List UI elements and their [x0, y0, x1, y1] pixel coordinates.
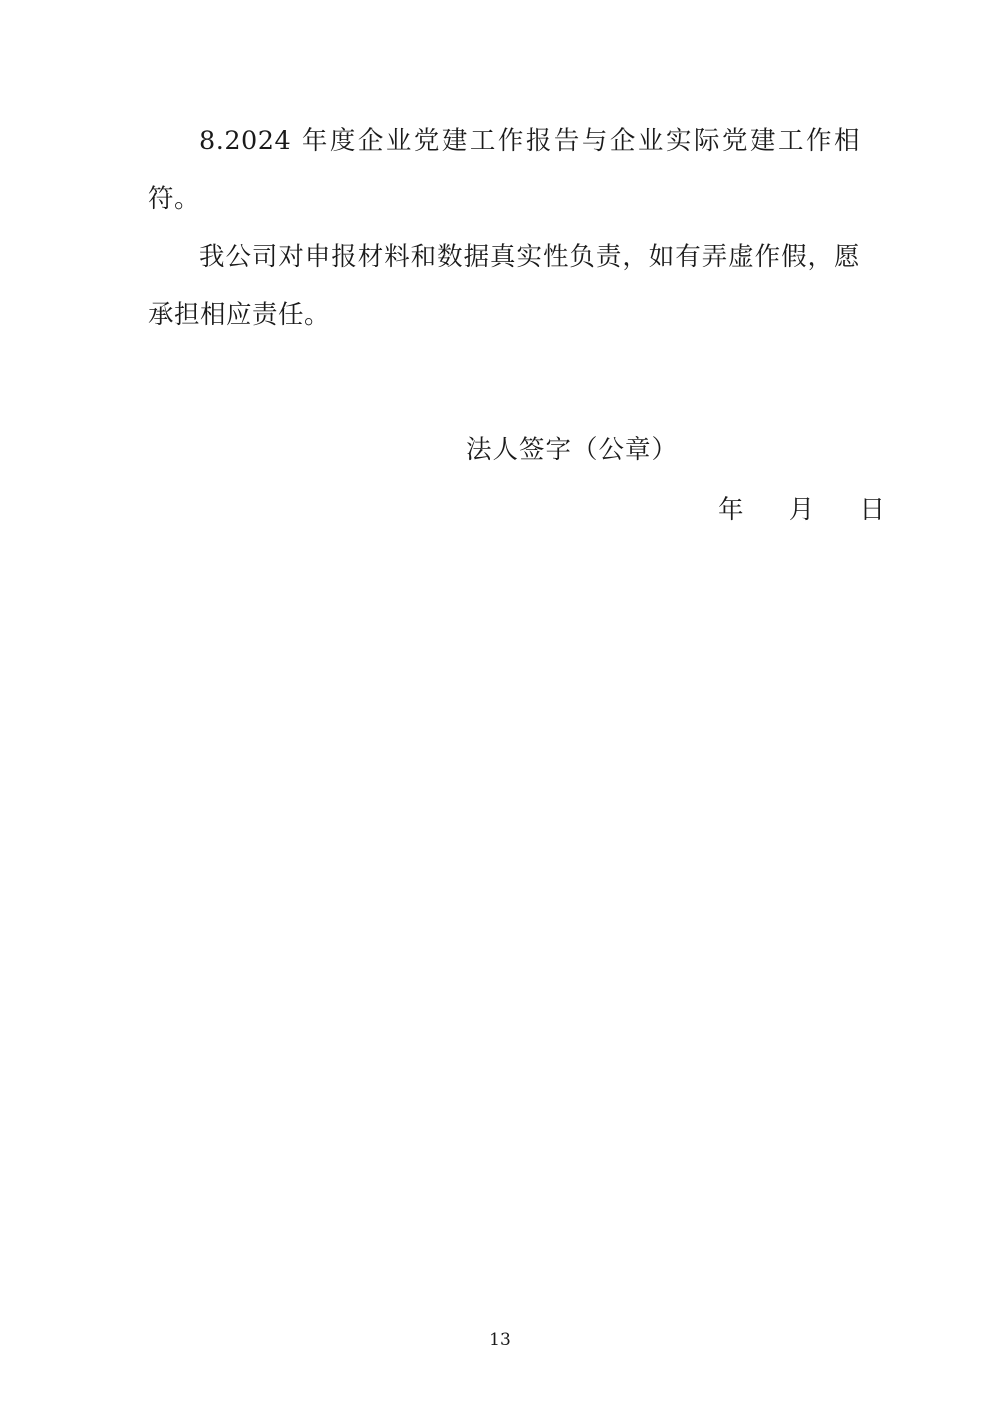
- paragraph-responsibility-statement: 我公司对申报材料和数据真实性负责，如有弄虚作假，愿承担相应责任。: [148, 242, 860, 330]
- date-month-label: 月: [788, 495, 816, 525]
- date-line: [148, 488, 886, 532]
- signature-spacer: [148, 344, 860, 428]
- date-year-label: 年: [718, 495, 745, 525]
- date-day-label: 日: [859, 495, 886, 525]
- page-number: 13: [489, 1330, 511, 1350]
- paragraph-item-8: 8.2024 年度企业党建工作报告与企业实际党建工作相符。: [148, 126, 860, 214]
- document-body: [148, 112, 886, 532]
- legal-representative-signature-label: 法人签字（公章）: [466, 435, 679, 465]
